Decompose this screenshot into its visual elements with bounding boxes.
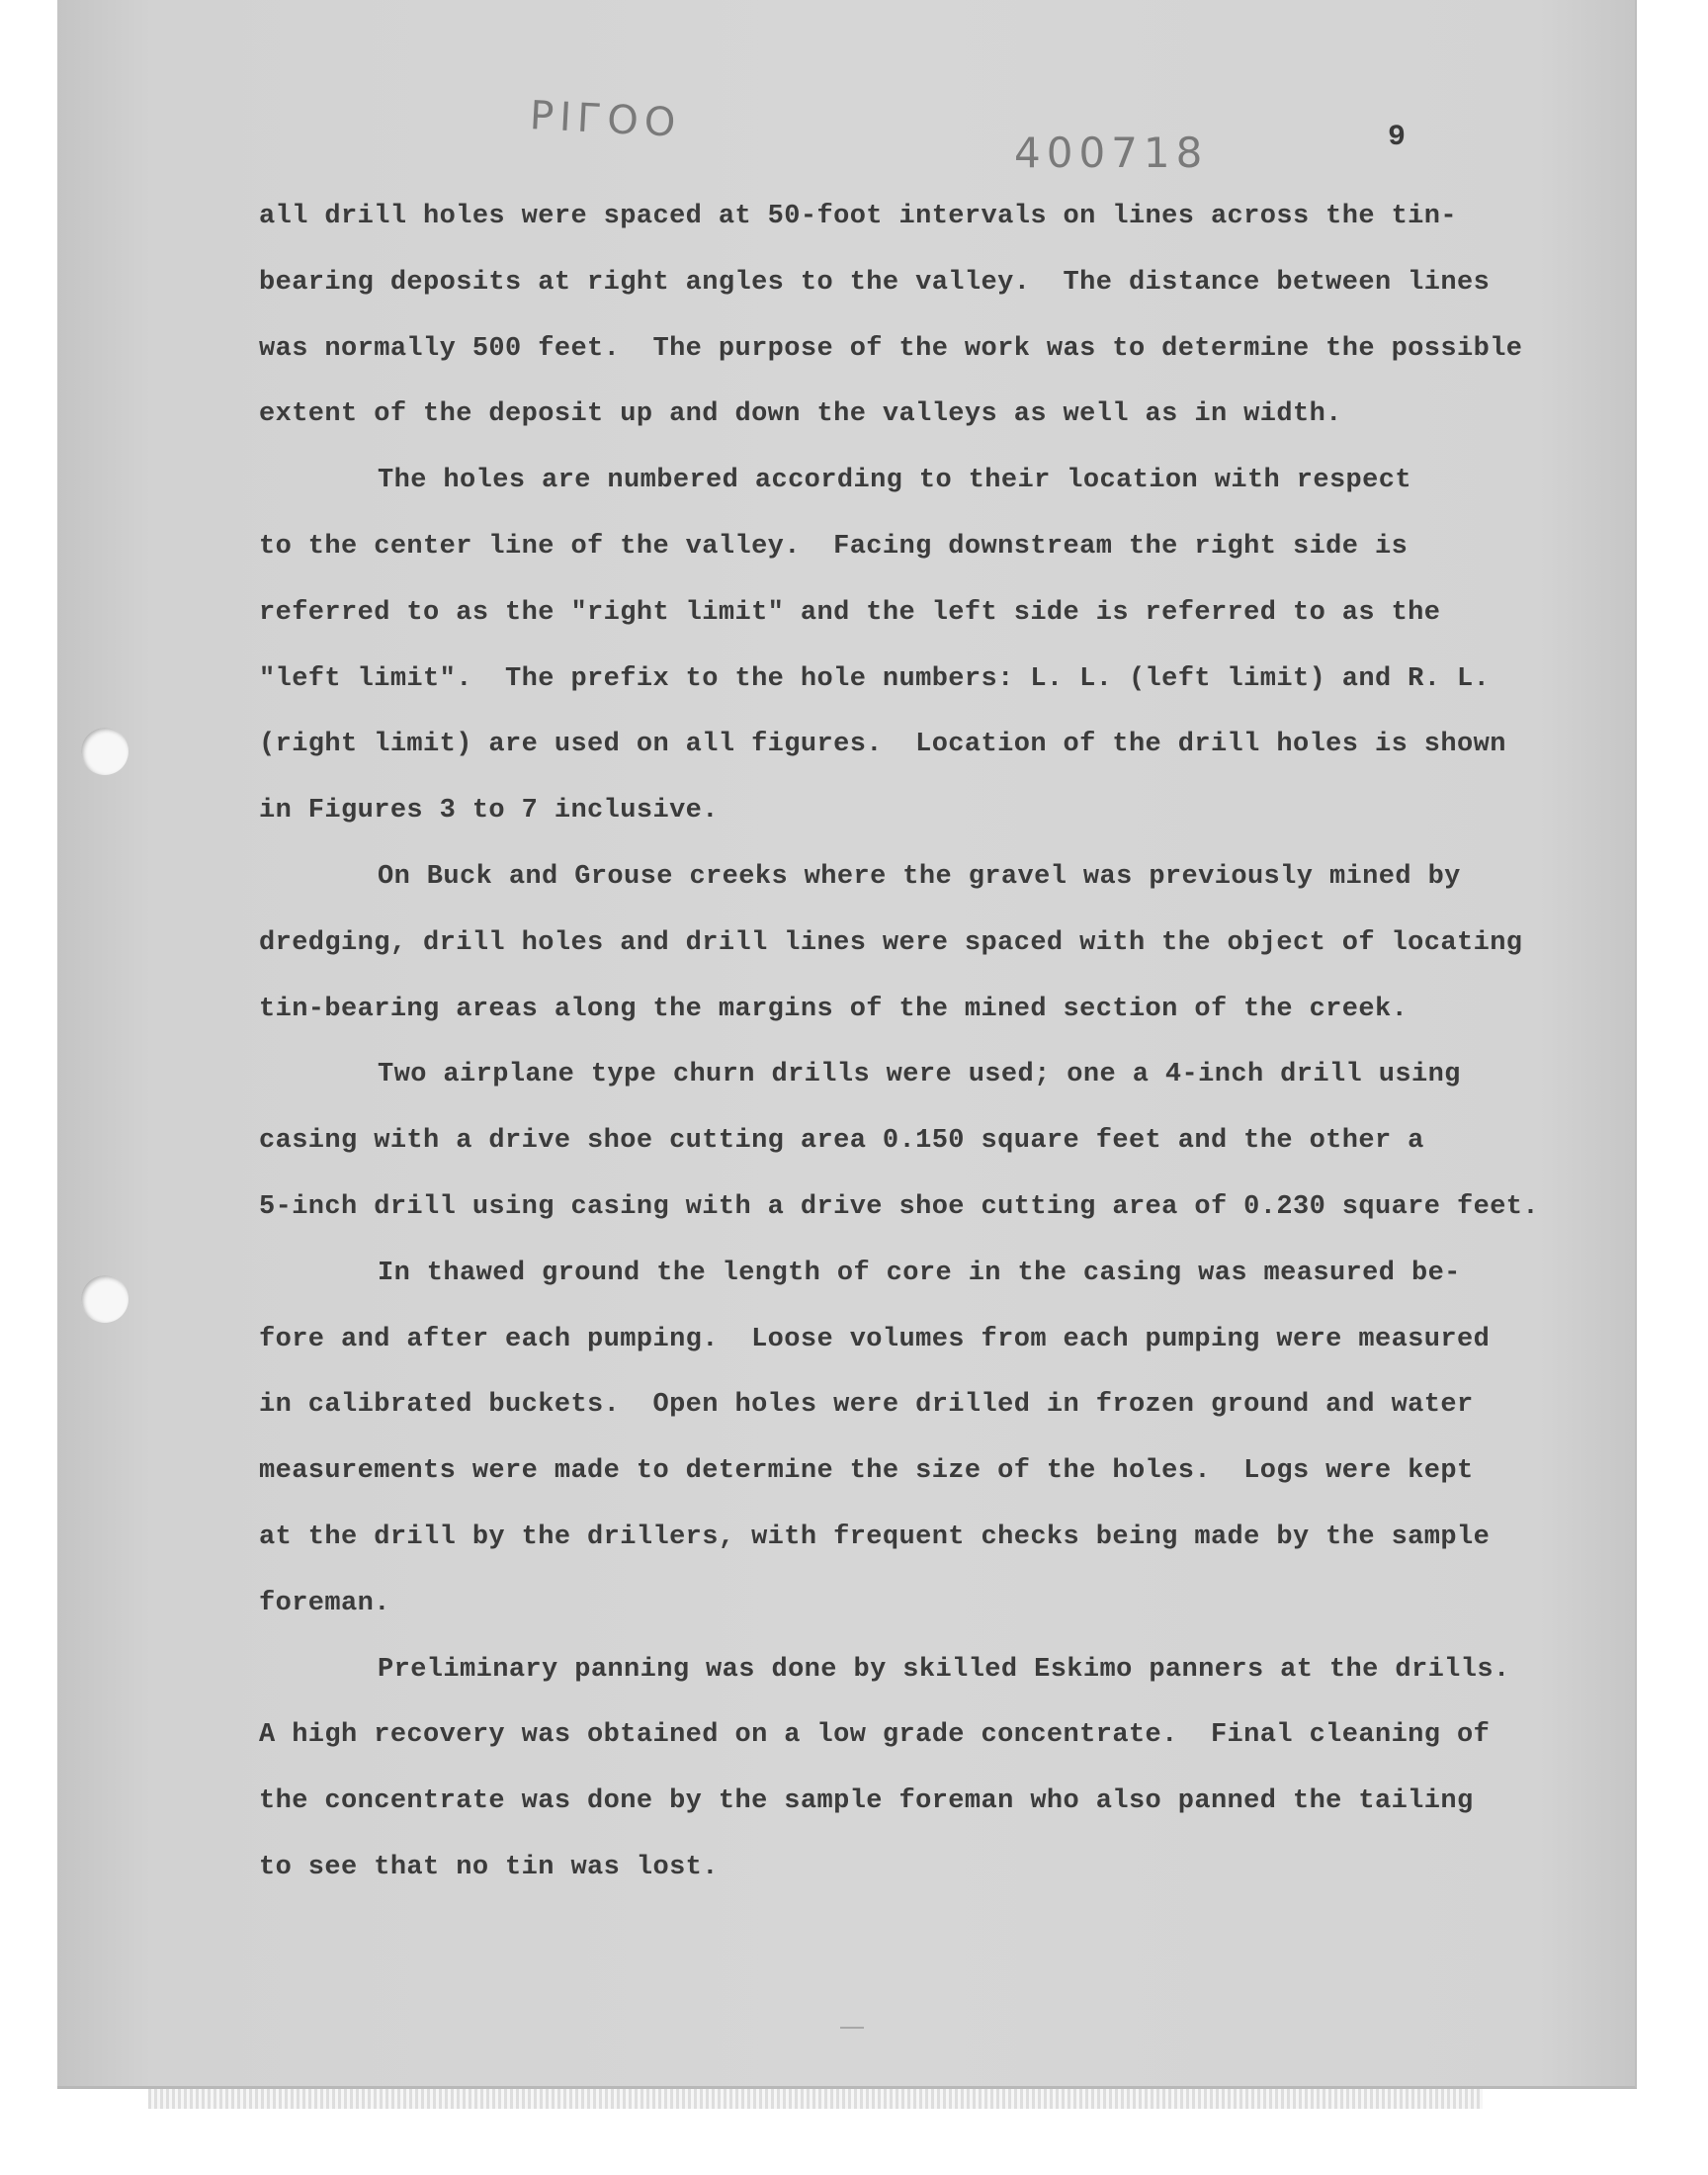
text-line: all drill holes were spaced at 50-foot intervals on lines across the tin- xyxy=(259,202,1457,231)
text-line: dredging, drill holes and drill lines were spaced with the object of locating xyxy=(259,927,1523,958)
punch-hole-top xyxy=(81,728,128,775)
scan-edge-strip xyxy=(148,2089,1483,2109)
text-line: casing with a drive shoe cutting area 0.150 square feet and the other a xyxy=(259,1126,1424,1157)
text-line: (right limit) are used on all figures. Location of the drill holes is shown xyxy=(259,730,1506,760)
paragraph-start-line: Preliminary panning was done by skilled Eskimo panners at the drills. xyxy=(378,1654,1510,1685)
text-line: to see that no tin was lost. xyxy=(259,1852,719,1882)
page-number: 9 xyxy=(1388,121,1407,154)
text-line: "left limit". The prefix to the hole numbers: L. L. (left limit) and R. L. xyxy=(259,663,1491,694)
text-line: referred to as the "right limit" and the left side is referred to as the xyxy=(259,597,1441,628)
text-line: the concentrate was done by the sample foreman who also panned the tailing xyxy=(259,1786,1474,1817)
typewritten-body xyxy=(259,184,1564,1901)
text-line: to the center line of the valley. Facing downstream the right side is xyxy=(259,531,1409,562)
handwritten-document-number: 400718 xyxy=(1014,129,1209,177)
text-line: was normally 500 feet. The purpose of the work was to determine the possible xyxy=(259,333,1523,364)
paragraph-start-line: The holes are numbered according to their location with respect xyxy=(378,466,1411,496)
text-line: at the drill by the drillers, with frequent checks being made by the sample xyxy=(259,1522,1491,1552)
text-line: 5-inch drill using casing with a drive shoe cutting area of 0.230 square feet. xyxy=(259,1191,1540,1222)
scan-mark xyxy=(840,2027,864,2029)
paragraph-start-line: Two airplane type churn drills were used; one a 4-inch drill using xyxy=(378,1060,1461,1090)
text-line: in Figures 3 to 7 inclusive. xyxy=(259,796,719,826)
punch-hole-bottom xyxy=(81,1275,128,1323)
text-line: A high recovery was obtained on a low grade concentrate. Final cleaning of xyxy=(259,1720,1491,1751)
paragraph-start-line: In thawed ground the length of core in the casing was measured be- xyxy=(378,1258,1461,1288)
text-line: extent of the deposit up and down the valleys as well as in width. xyxy=(259,399,1342,430)
text-line: foreman. xyxy=(259,1588,390,1618)
handwritten-reference-left: PIГОО xyxy=(528,93,683,146)
paragraph-start-line: On Buck and Grouse creeks where the gravel was previously mined by xyxy=(378,861,1461,892)
text-line: fore and after each pumping. Loose volumes from each pumping were measured xyxy=(259,1324,1491,1354)
text-line: tin-bearing areas along the margins of the mined section of the creek. xyxy=(259,994,1409,1024)
text-line: measurements were made to determine the size of the holes. Logs were kept xyxy=(259,1456,1474,1487)
text-line: bearing deposits at right angles to the valley. The distance between lines xyxy=(259,267,1491,298)
text-line: in calibrated buckets. Open holes were drilled in frozen ground and water xyxy=(259,1390,1474,1421)
